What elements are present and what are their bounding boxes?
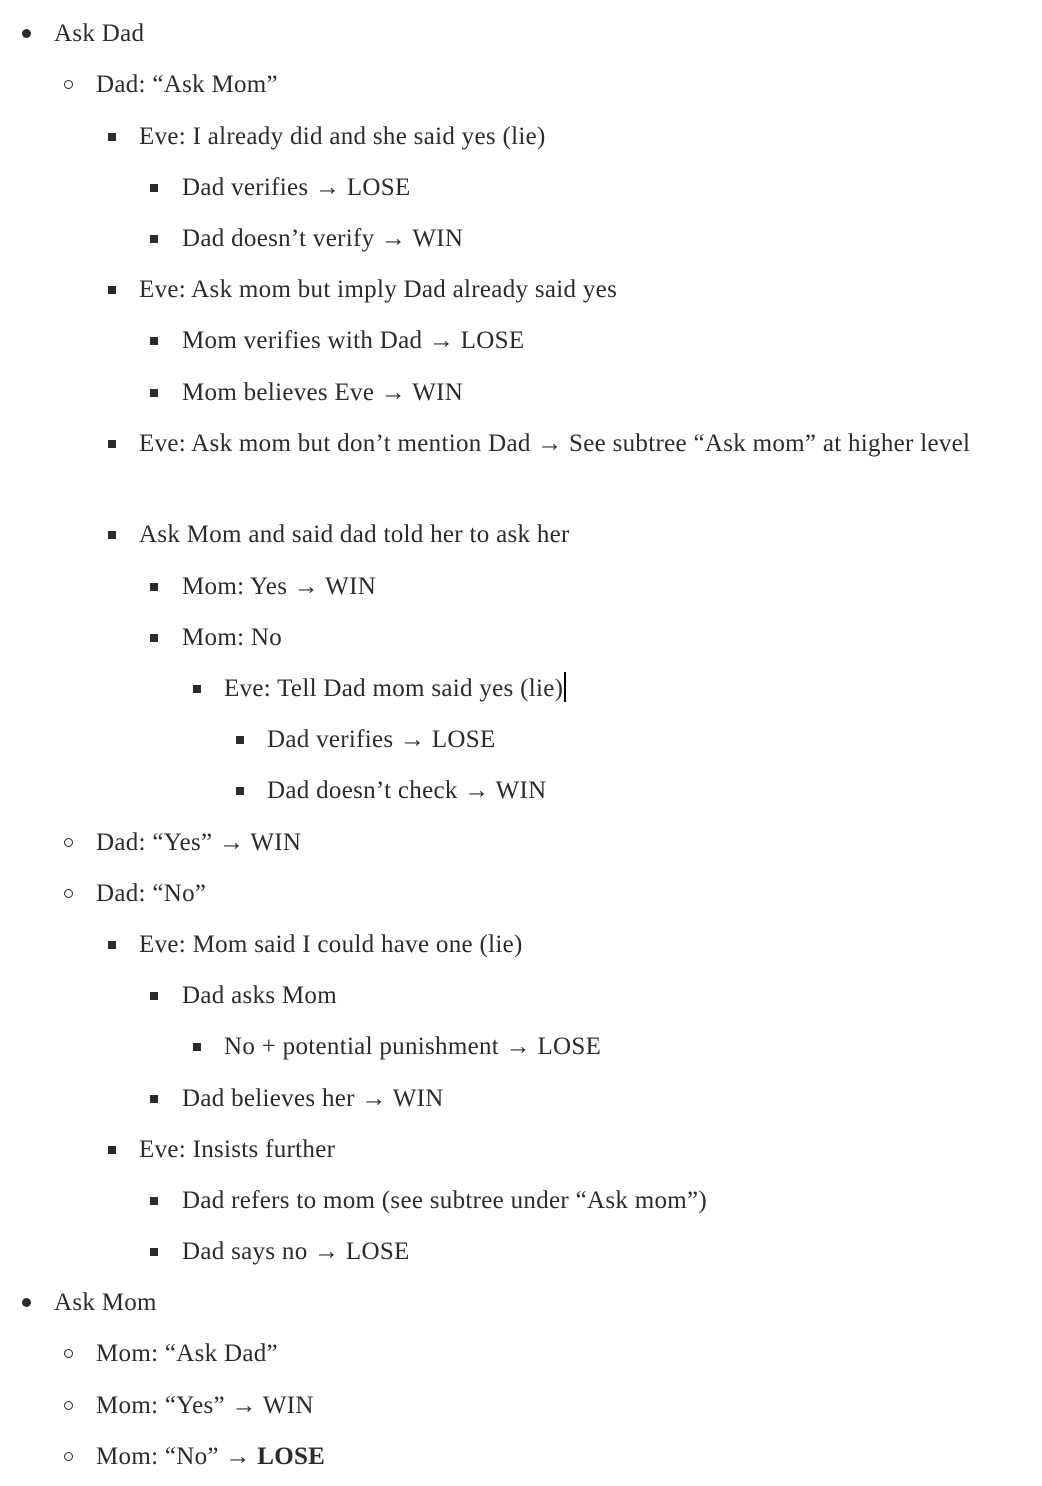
bullet-square-icon [150, 992, 158, 1000]
bullet-circle-icon [64, 889, 73, 898]
bullet-square-icon [108, 1146, 116, 1154]
outline-item-label: Mom verifies with Dad → LOSE [182, 327, 525, 354]
outline-item-text [182, 168, 411, 208]
outline-item-text [182, 567, 376, 607]
bullet-square-icon [236, 736, 244, 744]
outline-item-label: Ask Mom [54, 1289, 157, 1316]
outline-item-text [182, 321, 524, 361]
outline-item-text [139, 270, 617, 310]
outline-item-text [267, 771, 547, 811]
bullet-square-icon [150, 184, 158, 192]
outline-item-result: LOSE [257, 1443, 326, 1470]
outline-item-label: Dad believes her → WIN [182, 1085, 444, 1112]
outline-item-text [96, 874, 206, 914]
outline-item-text [54, 14, 144, 54]
outline-item-text [54, 1283, 157, 1323]
outline-item-label: Dad verifies → LOSE [267, 726, 496, 753]
text-cursor [564, 672, 566, 702]
bullet-square-icon [150, 1248, 158, 1256]
bullet-circle-icon [64, 1401, 73, 1410]
outline-item-label: Eve: Mom said I could have one (lie) [139, 931, 523, 958]
outline-item-label: Ask Mom and said dad told her to ask her [139, 521, 570, 548]
bullet-square-icon [236, 787, 244, 795]
outline-item-text [182, 976, 337, 1016]
outline-item-text [139, 424, 979, 464]
bullet-disc-icon [22, 1298, 31, 1307]
outline-item-label: Eve: Ask mom but don’t mention Dad → See subtree “Ask mom” at higher level [139, 430, 971, 457]
bullet-square-icon [150, 1197, 158, 1205]
outline-item-label: Mom: “No” → [96, 1443, 251, 1470]
outline-item-text [182, 1079, 444, 1119]
outline-item-label: Dad verifies → LOSE [182, 174, 411, 201]
outline-item-label: Dad: “Yes” → WIN [96, 829, 302, 856]
bullet-square-icon [150, 1095, 158, 1103]
bullet-square-icon [108, 531, 116, 539]
outline-item-label: Eve: Ask mom but imply Dad already said yes [139, 276, 618, 303]
bullet-square-icon [150, 583, 158, 591]
bullet-circle-icon [64, 1349, 73, 1358]
outline-item-label: Dad doesn’t check → WIN [267, 777, 547, 804]
bullet-disc-icon [22, 29, 31, 38]
outline-item-label: Mom believes Eve → WIN [182, 379, 464, 406]
outline-item-label: Ask Dad [54, 20, 145, 47]
outline-item-text [224, 669, 566, 709]
outline-item-label: Dad doesn’t verify → WIN [182, 225, 464, 252]
bullet-square-icon [193, 1043, 201, 1051]
outline-item-text [182, 219, 463, 259]
outline-item-text [182, 1232, 410, 1272]
outline-item-label: Eve: I already did and she said yes (lie) [139, 123, 546, 150]
bullet-circle-icon [64, 1452, 73, 1461]
outline-item-text [267, 720, 496, 760]
outline-item-text [182, 373, 463, 413]
bullet-square-icon [108, 286, 116, 294]
bullet-square-icon [150, 389, 158, 397]
outline-item-text [96, 65, 278, 105]
bullet-square-icon [108, 440, 116, 448]
outline-item-label: No + potential punishment → LOSE [224, 1033, 602, 1060]
outline-item-label: Mom: “Yes” → WIN [96, 1392, 314, 1419]
outline-item-label: Eve: Insists further [139, 1136, 336, 1163]
bullet-square-icon [150, 235, 158, 243]
bullet-square-icon [150, 634, 158, 642]
outline-item-text [224, 1027, 601, 1067]
outline-item-text [182, 618, 282, 658]
outline-item-text [139, 515, 570, 555]
outline-item-label: Dad says no → LOSE [182, 1238, 410, 1265]
outline-item-text [139, 1130, 335, 1170]
outline-item-text [96, 1386, 314, 1426]
outline-item-text [96, 823, 301, 863]
outline-item-text [96, 1334, 278, 1374]
bullet-square-icon [150, 337, 158, 345]
bullet-circle-icon [64, 80, 73, 89]
bullet-square-icon [108, 133, 116, 141]
outline-item-label: Dad: “No” [96, 880, 207, 907]
outline-item-label: Dad: “Ask Mom” [96, 71, 278, 98]
bullet-square-icon [108, 941, 116, 949]
outline-item-text [96, 1437, 325, 1477]
outline-item-label: Dad refers to mom (see subtree under “Ask mom”) [182, 1187, 708, 1214]
outline-item-text [139, 925, 523, 965]
outline-item-label: Dad asks Mom [182, 982, 337, 1009]
outline-item-label: Mom: Yes → WIN [182, 573, 377, 600]
outline-item-label: Mom: “Ask Dad” [96, 1340, 278, 1367]
outline-item-text [182, 1181, 707, 1221]
bullet-square-icon [193, 685, 201, 693]
bullet-circle-icon [64, 838, 73, 847]
outline-item-text [139, 117, 546, 157]
outline-item-label: Eve: Tell Dad mom said yes (lie) [224, 675, 564, 702]
outline-item-label: Mom: No [182, 624, 283, 651]
